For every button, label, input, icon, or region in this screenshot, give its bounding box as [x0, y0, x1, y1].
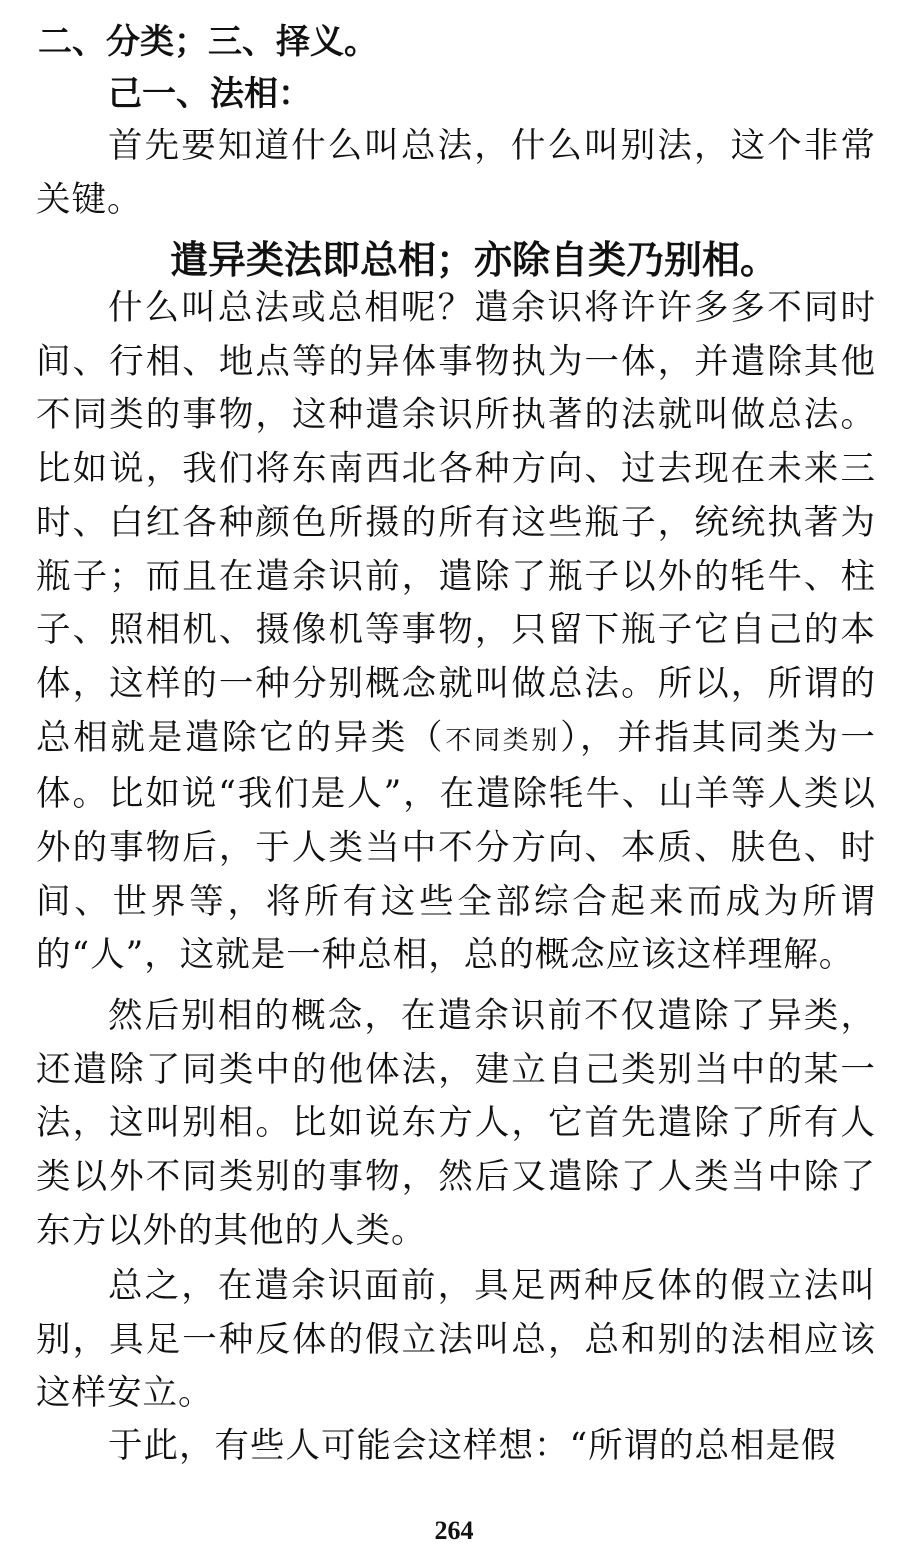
section-heading: 二、分类；三、择义。 — [38, 22, 378, 62]
paragraph-objection: 于此，有些人可能会这样想：“所谓的总相是假 — [108, 1426, 837, 1466]
inline-note: 不同类别 — [445, 725, 561, 756]
root-verse: 遣异类法即总相；亦除自类乃别相。 — [169, 238, 778, 282]
paragraph-particular-characteristic: 然后别相的概念，在遣余识前不仅遣除了异类，还遣除了同类中的他体法，建立自己类别当中的某一法，这叫别相。比如说东方人，它首先遣除了所有人类以外不同类别的事物，然后又遣除了人类当中除了东方以外的其他的人类。 — [36, 996, 876, 1251]
page-number: 264 — [434, 1516, 474, 1545]
paragraph-text: ），并指其同类为一体。比如说“我们是人”，在遣除牦牛、山羊等人类以外的事物后，于人类当中不分方向、本质、肤色、时间、世界等，将所有这些全部综合起来而成为所谓的“人”，这就是一种总相，总的概念应该这样理解。 — [36, 717, 876, 976]
paragraph-intro: 首先要知道什么叫总法，什么叫别法，这个非常关键。 — [36, 126, 876, 220]
subsection-heading: 己一、法相： — [108, 74, 312, 114]
paragraph-text: 什么叫总法或总相呢？遣余识将许许多多不同时间、行相、地点等的异体事物执为一体，并遣除其他不同类的事物，这种遣余识所执著的法就叫做总法。比如说，我们将东南西北各种方向、过去现在未来三时、白红各种颜色所摄的所有这些瓶子，统统执著为瓶子；而且在遣余识前，遣除了瓶子以外的牦牛、柱子、照相机、摄像机等事物，只留下瓶子它自己的本体，这样的一种分别概念就叫做总法。所以，所谓的总相就是遣除它的异类（ — [36, 288, 876, 758]
paragraph-general-characteristic — [36, 282, 876, 983]
paragraph-summary: 总之，在遣余识面前，具足两种反体的假立法叫别，具足一种反体的假立法叫总，总和别的法相应该这样安立。 — [36, 1266, 876, 1414]
